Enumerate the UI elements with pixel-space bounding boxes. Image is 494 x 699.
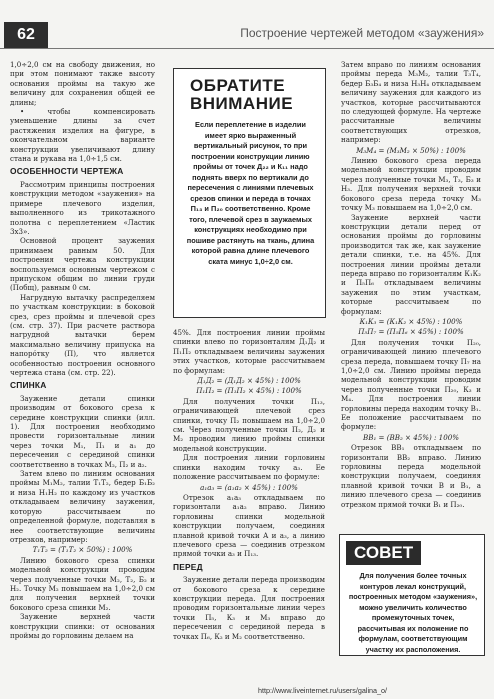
footer-url-link[interactable]: http://www.liveinternet.ru/users/galina_o/ <box>258 686 388 695</box>
paragraph: Линию бокового среза спинки модельной конструкции проводим через полученные точки M₂, T₂, Б₂ и H₂. Точку M₂ повышаем на 1,0÷2,0 см для получения верхней точки бокового среза спинки M₂. <box>10 555 155 612</box>
paragraph: Основной процент заужения принимаем равным 50. Для построения чертежа конструкции воспользуемся основным чертежом с припуском общим по линии груди (Побщ), равным 0 см. <box>10 236 155 293</box>
paragraph: • чтобы компенсировать уменьшение длины за счет растяжения изделия на фигуре, в окончательном варианте конструкции увеличивают длину стана и рукава на 1,0÷1,5 см. <box>10 107 155 164</box>
formula: M₃M₄ = (M₃M₂ × 50%) : 100% <box>356 145 466 155</box>
text-column-3 <box>341 60 481 509</box>
attention-box <box>173 68 326 318</box>
paragraph: Затем влево по линиям основания проймы M₁M₂, талии T₁T₂, бедер Б₁Б₂ и низа H₁H₂ по каждому из участков откладываем величину заужения, которую рассчитываем по определенной формуле, подставляя в нее соответствующие величины отрезков, например: <box>10 469 155 544</box>
attention-title-line2: ВНИМАНИЕ <box>190 94 294 113</box>
advice-box <box>339 534 485 656</box>
formula: П₅П₇ = (П₅П₆ × 45%) : 100% <box>358 327 464 337</box>
paragraph: Заужение верхней части конструкции детали перед от основания проймы до горловины производится так же, как заужение детали спинки, т.е. на 45%. Для построения линии проймы детали переда вправо по горизонталям К₁К₂ и П₅П₆ откладываем величины заужения по этим участкам, которые рассчитываем по формулам: <box>341 212 481 316</box>
formula: a₁a₃ = (a₁a₂ × 45%) : 100% <box>200 482 298 492</box>
paragraph: Рассмотрим принципы построения конструкции методом «заужения» на примере плечевого изделия, выполненного из трикотажного полотна с переплетением «Ластик 3х3». <box>10 179 155 236</box>
paragraph: 45%. Для построения линии проймы спинки влево по горизонталям Д₁Д₂ и П₁П₂ откладываем величины заужения этих участков, которые рассчитываем по формулам: <box>173 328 325 375</box>
formula: Д₁Д₂ = (Д₁Д₂ × 45%) : 100% <box>197 376 301 386</box>
paragraph: Нагрудную вытачку распределяем по участкам конструкции: в боковой срез, срез проймы и плечевой срез (см. стр. 37). При расчете раствора нагрудной вытачки берем максимально величину припуска на напорóтку (П), что является особенностью построения основного чертежа стана (см. стр. 22). <box>10 292 155 377</box>
paragraph: Для получения точки П₁₃, ограничивающей плечевой срез спинки, точку П₂ повышаем на 1,0÷2,0 см. Через полученные точки П₂, Д₂ и M₂ проводим линию проймы спинки модельной конструкции. <box>173 396 325 453</box>
text-column-2 <box>173 328 325 641</box>
paragraph: Для построения линии горловины спинки находим точку a₃. Ее положение рассчитываем по формуле: <box>173 453 325 482</box>
header-title: Построение чертежей методом «заужения» <box>240 26 484 40</box>
page-header <box>0 22 494 49</box>
formula: К₁К₃ = (К₁К₂ × 45%) : 100% <box>359 316 463 326</box>
paragraph: Заужение детали спинки производим от бокового среза к середине конструкции спинки (илл. 1). Для построения необходимо провести горизонтальные линии через точки M₁, П₁ и a₁ до пересечения с серединой спинки соответственно в точках M₂, П₂ и a₂. <box>10 393 155 469</box>
page-number: 62 <box>4 22 48 48</box>
section-heading-features: ОСОБЕННОСТИ ЧЕРТЕЖА <box>10 166 124 177</box>
paragraph: Линию бокового среза переда модельной конструкции проводим через полученные точки M₃, T₃, Б₃ и H₃. Для получения верхней точки бокового среза переда точку M₃ точку M₃ повышаем на 1,0÷2,0 см. <box>341 156 481 213</box>
paragraph: Заужение детали переда производим от бокового среза к середине конструкции переда. Для построения проводим горизонтальные линии через точки П₅, К₃ и M₃ вправо до пересечения с серединой переда в точках П₆, К₂ и M₂ соответственно. <box>173 575 325 641</box>
formula: П₁П₂ = (П₁П₂ × 45%) : 100% <box>196 386 302 396</box>
paragraph: Заужение верхней части конструкции спинки: от основания проймы до горловины делаем на <box>10 612 155 640</box>
formula: BB₁ = (BB₂ × 45%) : 100% <box>363 432 459 442</box>
paragraph: Для получения точки П₂₀, ограничивающей линию плечевого среза переда, повышаем точку П₇ на 1,0÷2,0 см. Линию проймы переда модельной конструкции проводим через полученные точки П₂₀, К₃ и M₄. Для построения линии горловины переда находим точку B₁. Ее положение рассчитываем по формуле: <box>341 337 481 432</box>
advice-text: Для получения более точных контуров лекал конструкций, построенных методом «заужения», можно увеличить количество промежуточных точек, рассчитывая их положение по формулам, соответствующим участку их расположения. <box>348 571 478 654</box>
formula: T₁T₂ = (T₁T₂ × 50%) : 100% <box>32 545 133 555</box>
paragraph: Отрезок BB₁ откладываем по горизонтали BB₂ вправо. Линию горловины переда модельной конструкции получаем, соединяя плавной кривой точки B и B₁, а линию плечевого среза — соединив отрезком прямой точки B₁ и П₂₀. <box>341 443 481 509</box>
paragraph: 1,0÷2,0 см на свободу движения, но при этом понимают также высоту основания проймы на такую же величину для сохранения общей ее длины; <box>10 60 155 107</box>
paragraph: Отрезок a₁a₃ откладываем по горизонтали a₁a₂ вправо. Линию горловины спинки модельной конструкции получаем, соединяя плавной кривой точки A и a₃, а линию плечевого среза — соединив отрезком прямой точки a₃ и П₁₃. <box>173 492 325 559</box>
paragraph: Затем вправо по линиям основания проймы переда M₃M₂, талии T₃T₄, бедер Б₃Б₄ и низа H₃H₄ откладываем величину заужения для каждого из участков, которые рассчитываются по следующей формуле. На чертеже рассчитанные величины соответствующих отрезков, например: <box>341 60 481 145</box>
text-column-1 <box>10 60 155 640</box>
section-heading-back: СПИНКА <box>10 380 47 391</box>
attention-text: Если переплетение в изделии имеет ярко выраженный вертикальный рисунок, то при построении конструкции линию проймы от точек Д₂₂ и К₁₁ надо поднять вверх по вертикали до пересечения с линиями плечевых срезов спинки и переда в точках П₁₃ и П₂₀ соответственно. Кроме того, плечевой срез в заужаемых конструкциях необходимо при пошиве растянуть на ткань, длина которой равна длине плечевого ската минус 1,0÷2,0 см. <box>186 120 315 266</box>
advice-title: СОВЕТ <box>346 541 421 565</box>
attention-title-line1: ОБРАТИТЕ <box>190 76 286 95</box>
section-heading-front: ПЕРЕД <box>173 561 203 572</box>
